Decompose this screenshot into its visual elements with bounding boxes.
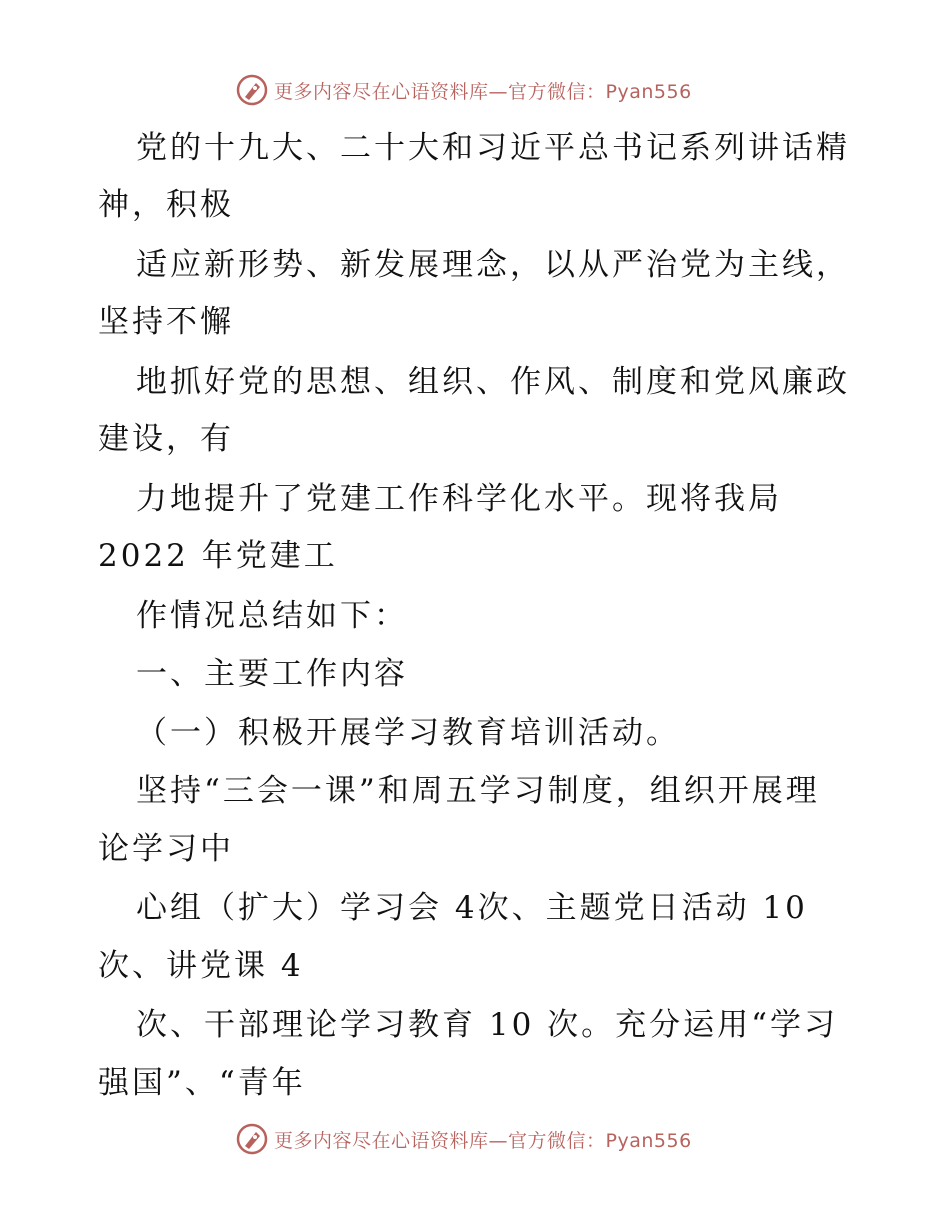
paragraph-line: 力地提升了党建工作科学化水平。现将我局 xyxy=(136,481,782,517)
paragraph-line: 次、干部理论学习教育 10 次。充分运用“学习 xyxy=(136,1007,839,1043)
watermark-text: 更多内容尽在心语资料库—官方微信：Pyan556 xyxy=(274,80,692,103)
paragraph-line: 2022 年党建工 xyxy=(98,538,338,574)
section-heading: 一、主要工作内容 xyxy=(136,656,408,692)
paragraph-line: 论学习中 xyxy=(98,831,234,867)
paragraph-line: 强国”、“青年 xyxy=(98,1065,306,1101)
paragraph-line: 坚持不懈 xyxy=(98,304,234,340)
pen-nib-icon xyxy=(236,1123,268,1155)
paragraph-line: 党的十九大、二十大和习近平总书记系列讲话精 xyxy=(136,130,850,166)
watermark-text: 更多内容尽在心语资料库—官方微信：Pyan556 xyxy=(274,1129,692,1152)
paragraph-line: 心组（扩大）学习会 4次、主题党日活动 10 xyxy=(136,890,808,926)
paragraph-line: 作情况总结如下： xyxy=(136,598,408,634)
paragraph-line: 地抓好党的思想、组织、作风、制度和党风廉政 xyxy=(136,364,850,400)
subsection-heading: （一）积极开展学习教育培训活动。 xyxy=(136,715,680,751)
paragraph-line: 神，积极 xyxy=(98,187,234,223)
paragraph-line: 建设，有 xyxy=(98,421,234,457)
paragraph-line: 坚持“三会一课”和周五学习制度，组织开展理 xyxy=(136,773,820,809)
watermark-footer xyxy=(236,1122,692,1156)
paragraph-line: 适应新形势、新发展理念，以从严治党为主线， xyxy=(136,247,850,283)
paragraph-line: 次、讲党课 4 xyxy=(98,948,304,984)
